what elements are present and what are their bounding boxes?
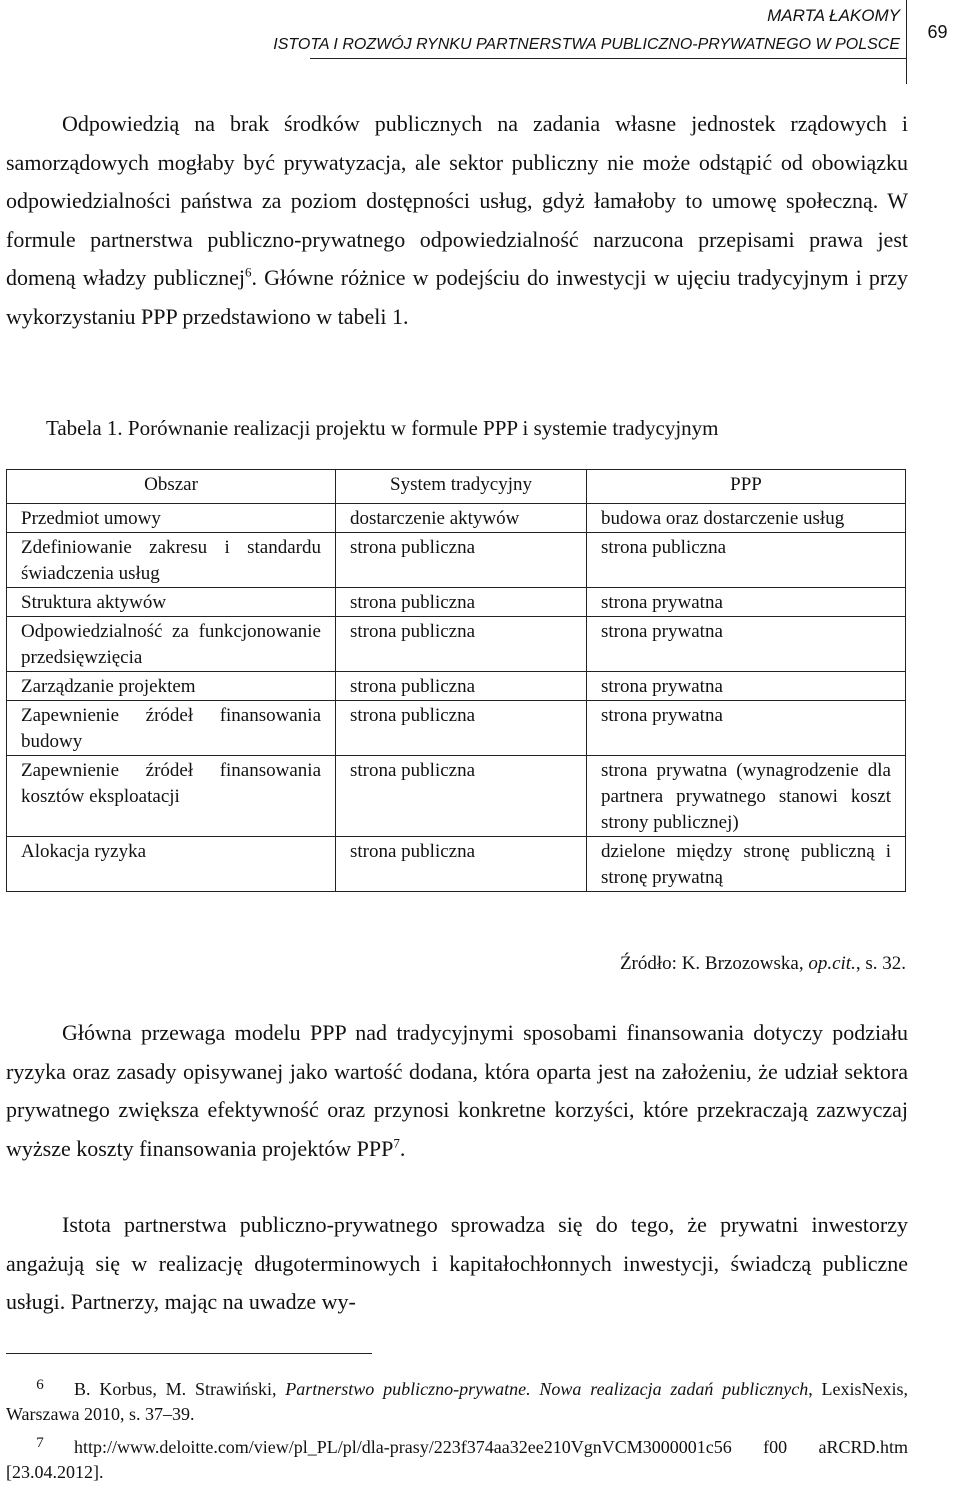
footnote-6-prefix: B. Korbus, M. Strawiński,: [74, 1379, 286, 1399]
cell-area: Odpowiedzialność za funkcjonowanie przedsięwzięcia: [7, 617, 336, 672]
running-header: [0, 0, 960, 80]
paragraph-2-text-a: Główna przewaga modelu PPP nad tradycyjnymi sposobami finansowania dotyczy podziału ryzyka oraz zasady opisywanej jako wartość dodana, która oparta jest na założeniu, że udział sektora prywatnego zwiększa efektywność oraz przynosi konkretne korzyści, które przekraczają zazwyczaj wyższe koszty finansowania projektów PPP: [6, 1020, 908, 1161]
source-italic: op.cit.: [808, 953, 856, 974]
cell-ppp: strona prywatna: [587, 672, 906, 701]
cell-traditional: dostarczenie aktywów: [336, 504, 587, 533]
footnote-6-mark: 6: [36, 1377, 44, 1393]
cell-ppp: budowa oraz dostarczenie usług: [587, 504, 906, 533]
table-header-row: [7, 470, 906, 504]
header-rule: [310, 58, 906, 59]
table-row: [7, 756, 906, 837]
cell-traditional: strona publiczna: [336, 617, 587, 672]
column-header-ppp: PPP: [587, 470, 906, 504]
table-source: [620, 953, 906, 975]
footnote-separator: [6, 1353, 372, 1354]
cell-ppp: strona prywatna: [587, 701, 906, 756]
cell-traditional: strona publiczna: [336, 588, 587, 617]
footnote-6: [6, 1373, 908, 1427]
cell-area: Zapewnienie źródeł finansowania budowy: [7, 701, 336, 756]
cell-ppp: strona prywatna: [587, 617, 906, 672]
body-paragraph-2: [6, 1014, 908, 1168]
footnote-ref-6[interactable]: 6: [244, 264, 252, 280]
table-row: [7, 588, 906, 617]
column-header-traditional: System tradycyjny: [336, 470, 587, 504]
footnote-7-url[interactable]: http://www.deloitte.com/view/pl_PL/pl/dla-prasy/223f374aa32ee210VgnVCM3000001c56 f00 aRCRD.htm [23.04.2012].: [6, 1437, 908, 1482]
header-author: MARTA ŁAKOMY: [767, 6, 900, 25]
cell-area: Przedmiot umowy: [7, 504, 336, 533]
paragraph-1-text-a: Odpowiedzią na brak środków publicznych na zadania własne jednostek rządowych i samorządowych mogłaby być prywatyzacja, ale sektor publiczny nie może odstąpić od obowiązku odpowiedzialności państwa za poziom dostępności usług, gdyż łamałoby to umowę społeczną. W formule partnerstwa publiczno-prywatnego odpowiedzialność narzucona przepisami prawa jest domeną władzy publicznej: [6, 111, 908, 290]
header-divider: [906, 0, 907, 84]
paragraph-2-text-b: .: [399, 1135, 406, 1161]
footnote-6-suffix: , LexisNexis, Warszawa 2010, s. 37–39.: [6, 1379, 909, 1424]
cell-traditional: strona publiczna: [336, 837, 587, 892]
footnote-6-title: Partnerstwo publiczno-prywatne. Nowa realizacja zadań publicznych: [285, 1379, 809, 1399]
page-number: 69: [927, 22, 948, 42]
source-prefix: Źródło: K. Brzozowska,: [619, 953, 809, 974]
comparison-table: [6, 469, 906, 892]
source-suffix: , s. 32.: [855, 953, 906, 974]
cell-area: Zapewnienie źródeł finansowania kosztów eksploatacji: [7, 756, 336, 837]
body-paragraph-1: [6, 105, 908, 336]
cell-traditional: strona publiczna: [336, 672, 587, 701]
cell-area: Zdefiniowanie zakresu i standardu świadczenia usług: [7, 533, 336, 588]
cell-traditional: strona publiczna: [336, 756, 587, 837]
table-row: [7, 504, 906, 533]
cell-traditional: strona publiczna: [336, 701, 587, 756]
cell-ppp: strona prywatna: [587, 588, 906, 617]
table-caption: Tabela 1. Porównanie realizacji projektu w formule PPP i systemie tradycyjnym: [46, 416, 719, 440]
table-row: [7, 533, 906, 588]
table-row: [7, 837, 906, 892]
paragraph-1-text-b: . Główne różnice w podejściu do inwestycji w ujęciu tradycyjnym i przy wykorzystaniu PPP przedstawiono w tabeli 1.: [6, 265, 908, 329]
cell-area: Struktura aktywów: [7, 588, 336, 617]
table-row: [7, 672, 906, 701]
cell-ppp: strona publiczna: [587, 533, 906, 588]
paragraph-3-text: Istota partnerstwa publiczno-prywatnego sprowadza się do tego, że prywatni inwestorzy angażują się w realizację długoterminowych i kapitałochłonnych inwestycji, świadczą publiczne usługi. Partnerzy, mając na uwadze wy-: [6, 1212, 908, 1314]
cell-ppp: dzielone między stronę publiczną i stronę prywatną: [587, 837, 906, 892]
cell-traditional: strona publiczna: [336, 533, 587, 588]
table-row: [7, 617, 906, 672]
body-paragraph-3: [6, 1206, 908, 1322]
cell-area: Zarządzanie projektem: [7, 672, 336, 701]
cell-ppp: strona prywatna (wynagrodzenie dla partnera prywatnego stanowi koszt strony publicznej): [587, 756, 906, 837]
header-title: ISTOTA I ROZWÓJ RYNKU PARTNERSTWA PUBLICZNO-PRYWATNEGO W POLSCE: [273, 36, 900, 53]
table-row: [7, 701, 906, 756]
column-header-area: Obszar: [7, 470, 336, 504]
footnote-7: [6, 1431, 908, 1485]
footnote-7-mark: 7: [36, 1435, 44, 1451]
cell-area: Alokacja ryzyka: [7, 837, 336, 892]
footnote-ref-7[interactable]: 7: [393, 1135, 400, 1151]
